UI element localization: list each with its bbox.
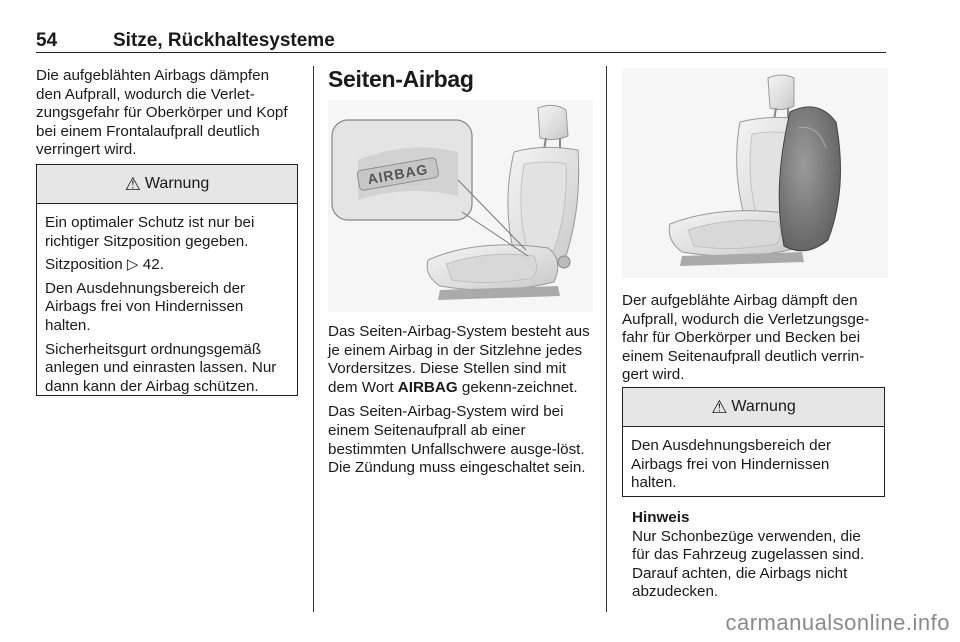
- airbag-label: AIRBAG: [366, 160, 430, 188]
- seat-position-label: Sitzposition: [45, 256, 127, 274]
- chapter-title: Sitze, Rückhaltesysteme: [113, 30, 335, 51]
- inflated-side-airbag-illustration: [622, 68, 888, 278]
- side-airbag-paragraph-2: Das Seiten-Airbag-System wird bei einem Seitenaufprall ab einer bestimmten Unfallschwere ausge-löst. Die Zündung muss eingeschaltet sein.: [328, 403, 586, 477]
- note-text: Nur Schonbezüge verwenden, die für das Fahrzeug zugelassen sind. Darauf achten, die Airbags nicht abzudecken.: [632, 527, 865, 601]
- side-airbag-text: [328, 323, 593, 484]
- paragraph-1-part-a: Das Seiten-Airbag-System besteht aus je einem Airbag in der Sitzlehne jedes Vordersitzes. Diese Stellen sind mit dem Wort: [328, 323, 590, 396]
- warning-icon: ⚠: [124, 173, 141, 194]
- warning-text-3: Den Ausdehnungsbereich der Airbags frei von Hindernissen halten.: [45, 279, 246, 334]
- warning-body: [623, 427, 884, 493]
- column-divider-2: [606, 66, 607, 612]
- warning-icon: ⚠: [711, 396, 728, 417]
- section-heading: Seiten-Airbag: [328, 66, 474, 92]
- side-airbag-paragraph-1: [328, 323, 593, 397]
- warning-text-2: [45, 256, 289, 275]
- warning-header: [623, 388, 884, 427]
- warning-text: Den Ausdehnungsbereich der Airbags frei von Hindernissen halten.: [631, 437, 832, 492]
- warning-header: [37, 165, 297, 204]
- warning-body: [37, 204, 297, 396]
- inflated-airbag-paragraph: Der aufgeblähte Airbag dämpft den Aufprall, wodurch die Verletzungsge-fahr für Oberkörper und Becken bei einem Seitenaufprall deutlich verrin-gert wird.: [622, 292, 870, 384]
- page-ref-number[interactable]: 42.: [138, 256, 164, 274]
- page-ref-icon[interactable]: ▷: [126, 256, 139, 274]
- warning-text-1: Ein optimaler Schutz ist nur bei richtiger Sitzposition gegeben.: [45, 214, 255, 250]
- warning-box-2: [622, 387, 885, 497]
- paragraph-1-part-b: gekenn-zeichnet.: [457, 378, 578, 396]
- intro-paragraph: Die aufgeblähten Airbags dämpfen den Aufprall, wodurch die Verlet-zungsgefahr für Oberkörper und Kopf bei einem Frontalaufprall deutlich verringert wird.: [36, 67, 288, 159]
- warning-title: Warnung: [144, 174, 210, 192]
- page-number: 54: [36, 30, 58, 51]
- inflated-airbag-text: [622, 292, 888, 391]
- page-header: [36, 30, 886, 53]
- column-divider-1: [313, 66, 314, 612]
- side-airbag-seat-illustration: [328, 100, 593, 312]
- note-title: Hinweis: [632, 509, 690, 526]
- note-block: [632, 509, 882, 602]
- airbag-word: AIRBAG: [397, 378, 458, 396]
- warning-title: Warnung: [731, 397, 796, 415]
- watermark-link[interactable]: carmanualsonline.info: [725, 610, 950, 635]
- warning-text-4: Sicherheitsgurt ordnungsgemäß anlegen und einrasten lassen. Nur dann kann der Airbag schützen.: [45, 340, 277, 395]
- warning-box-1: [36, 164, 298, 396]
